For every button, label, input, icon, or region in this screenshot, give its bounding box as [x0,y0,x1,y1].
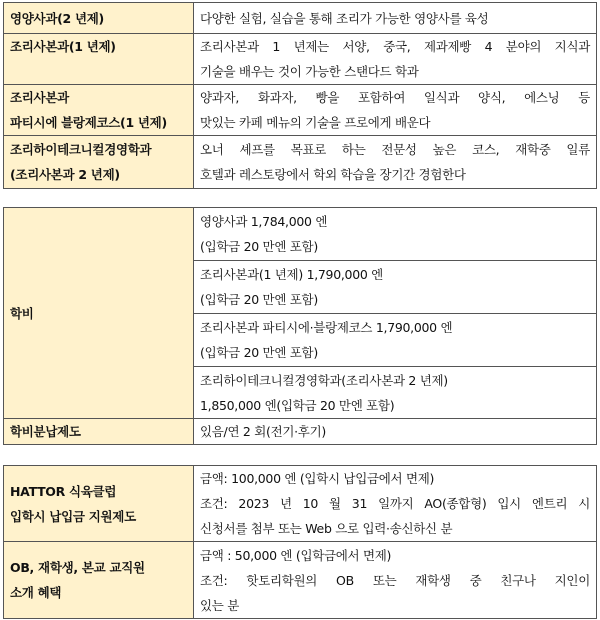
benefit-label [4,542,194,619]
fee-line: (입학금 20 만엔 포함) [200,292,318,307]
course-label [4,34,194,85]
benefit-label [4,466,194,542]
desc-line: 신청서를 첨부 또는 Web 으로 입력·송신하신 분 [200,521,453,536]
course-desc [194,136,597,189]
table-row [4,34,597,85]
label-line: 소개 혜택 [10,585,62,600]
installment-label: 학비분납제도 [4,419,194,445]
desc-line: 양과자, 화과자, 빵을 포함하여 일식과 양식, 에스닝 등 [200,90,590,105]
benefit-desc [194,466,597,542]
label-line: 조리사본과 [10,90,69,105]
fee-item [194,367,597,419]
desc-line: 맛있는 카페 메뉴의 기술을 프로에게 배운다 [200,115,431,130]
desc-line: 호텔과 레스토랑에서 학외 학습을 장기간 경험한다 [200,167,466,182]
label-line: 조리사본과(1 년제) [10,39,116,54]
label-line: HATTOR 식육클럽 [10,483,117,499]
fee-line: (입학금 20 만엔 포함) [200,239,318,254]
fee-line: 1,850,000 엔(입학금 20 만엔 포함) [200,397,395,413]
desc-line: 다양한 실험, 실습을 통해 조리가 가능한 영양사를 육성 [200,10,489,26]
course-desc [194,3,597,34]
label-line: 파티시에 블랑제코스(1 년제) [10,115,167,130]
course-label [4,3,194,34]
table-row [4,542,597,619]
course-desc [194,34,597,85]
fee-line: 조리사본과 파티시에·블랑제코스 1,790,000 엔 [200,320,453,335]
label-line: OB, 재학생, 본교 교직원 [10,560,145,575]
desc-line: 금액: 100,000 엔 (입학시 납입금에서 면제) [200,471,435,486]
label-line: 조리하이테크니컬경영학과 [10,142,152,157]
table-row [4,136,597,189]
fees-label: 학비 [4,208,194,419]
fee-line: 영양사과 1,784,000 엔 [200,214,328,229]
table-row [4,419,597,445]
fees-table [3,207,597,445]
table-row [4,85,597,136]
benefit-desc [194,542,597,619]
label-line: 입학시 납입금 지원제도 [10,508,136,524]
desc-line: 기술을 배우는 것이 가능한 스탠다드 학과 [200,64,419,79]
label-line: (조리사본과 2 년제) [10,167,120,182]
desc-line: 오너 셰프를 목표로 하는 전문성 높은 코스, 재학중 일류 [200,142,590,157]
fee-line: (입학금 20 만엔 포함) [200,345,318,360]
desc-line: 조건: 2023 년 10 월 31 일까지 AO(종합형) 입시 엔트리 시 [200,496,590,511]
table-row [4,466,597,542]
desc-line: 조리사본과 1 년제는 서양, 중국, 제과제빵 4 분야의 지식과 [200,39,590,54]
desc-line: 있는 분 [200,597,239,613]
course-label [4,136,194,189]
desc-line: 금액 : 50,000 엔 (입학금에서 면제) [200,547,392,563]
fee-line: 조리사본과(1 년제) 1,790,000 엔 [200,267,383,282]
table-row [4,208,597,261]
fee-item [194,208,597,261]
fee-item [194,314,597,367]
fee-line: 조리하이테크니컬경영학과(조리사본과 2 년제) [200,372,448,388]
installment-value: 있음/연 2 회(전기·후기) [194,419,597,445]
course-label [4,85,194,136]
benefits-table [3,465,597,619]
fee-item [194,261,597,314]
label-line: 영양사과(2 년제) [10,10,104,26]
desc-line: 조건: 핫토리학원의 OB 또는 재학생 중 친구나 지인이 [200,572,590,588]
course-desc [194,85,597,136]
table-row [4,3,597,34]
courses-table [3,2,597,189]
